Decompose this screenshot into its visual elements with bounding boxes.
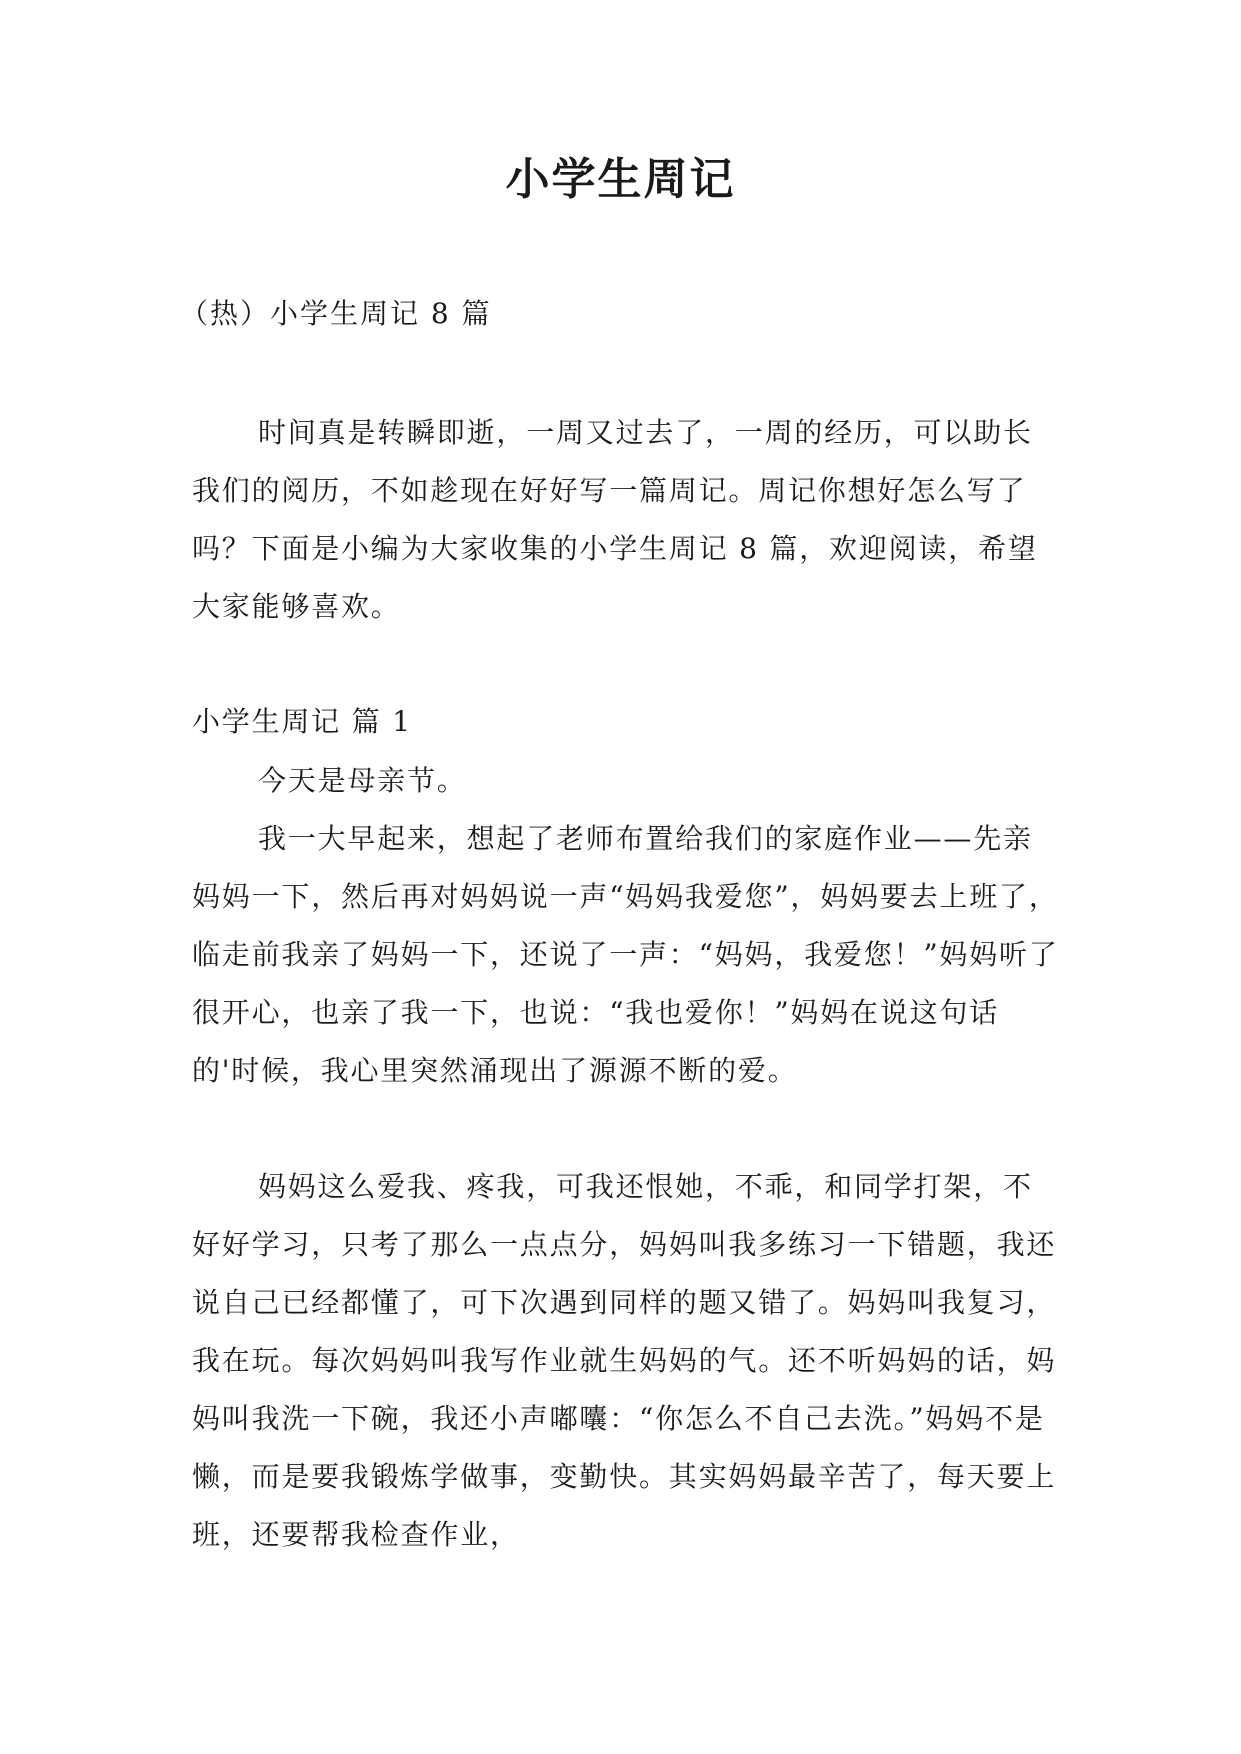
document-subtitle: （热）小学生周记 8 篇 xyxy=(180,297,492,330)
body-paragraph-3: 妈妈这么爱我、疼我，可我还恨她，不乖，和同学打架，不好好学习，只考了那么一点点分，妈妈叫我多练习一下错题，我还说自己已经都懂了，可下次遇到同样的题又错了。妈妈叫我复习，我在玩。每次妈妈叫我写作业就生妈妈的气。还不听妈妈的话，妈妈叫我洗一下碗，我还小声嘟囔：“你怎么不自己去洗。”妈妈不是懒，而是要我锻炼学做事，变勤快。其实妈妈最辛苦了，每天要上班，还要帮我检查作业， xyxy=(192,1170,1057,1551)
body-paragraph-2: 我一大早起来，想起了老师布置给我们的家庭作业——先亲妈妈一下，然后再对妈妈说一声“妈妈我爱您”，妈妈要去上班了，临走前我亲了妈妈一下，还说了一声：“妈妈，我爱您！”妈妈听了很开心，也亲了我一下，也说：“我也爱你！”妈妈在说这句话的'时候，我心里突然涌现出了源源不断的爱。 xyxy=(192,822,1059,1087)
section-heading: 小学生周记 篇 1 xyxy=(192,705,412,738)
intro-paragraph: 时间真是转瞬即逝，一周又过去了，一周的经历，可以助长我们的阅历，不如趁现在好好写一篇周记。周记你想好怎么写了吗？下面是小编为大家收集的小学生周记 8 篇，欢迎阅读，希望大家能够喜欢。 xyxy=(192,416,1038,623)
document-title: 小学生周记 xyxy=(505,154,736,205)
body-paragraph-1: 今天是母亲节。 xyxy=(258,764,467,797)
